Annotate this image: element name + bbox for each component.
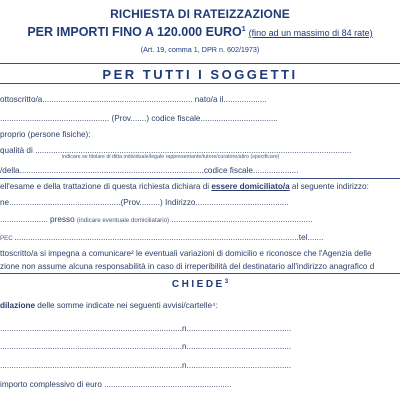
divider-section [0,83,400,84]
divider-domicile [0,178,400,179]
field-line-name-birth[interactable]: ottoscritto/a.................................................................. nato/a il................... [0,95,267,104]
capacity-hint: indicare se titolare di ditta individuale/legale rappresentante/tutore/curatore/altro (specificare) [62,154,280,160]
section-title-chiede [0,279,400,290]
pec-tel-dots: .............................................................................................................................tel....... [14,233,324,242]
section-title-all-subjects: PER TUTTI I SOGGETTI [102,67,298,82]
field-line-municipality-address[interactable]: ne.................................................(Prov.........) Indirizzo......................................... [0,198,289,207]
installment-keyword: dilazione [0,301,36,310]
pec-label: PEC [0,235,15,242]
domicile-declaration-text: ell'esame e della trattazione di questa richiesta dichiara di [0,182,212,191]
subtitle-main: PER IMPORTI FINO A 120.000 EURO [27,25,242,39]
form-title: RICHIESTA DI RATEIZZAZIONE [110,7,290,21]
capacity-dots: ........................................................................................................................................... [35,146,352,155]
subtitle-footnote-mark: 1 [241,26,246,33]
presso-dots: .............................................................. [169,215,313,224]
installment-text: delle somme indicate nei seguenti avvisi/cartelle⁴: [35,301,218,310]
chiede-footnote-mark: 3 [224,279,229,285]
field-line-notice-1[interactable]: ................................................................................n.............................................. [0,324,292,333]
field-line-presso[interactable] [0,215,312,224]
chiede-label: CHIEDE [171,279,225,290]
presso-label: ..................... presso [0,215,77,224]
field-line-notice-3[interactable]: ................................................................................n.............................................. [0,361,292,370]
field-line-entity-taxcode[interactable]: /della.................................................................................codice fiscale.................... [0,166,299,175]
domicile-declaration [0,182,369,191]
field-line-notice-2[interactable]: ................................................................................n.............................................. [0,342,292,351]
field-line-place-taxcode[interactable]: ................................................ (Prov.......) codice fiscale.................................. [0,114,278,123]
subtitle-note: (fino ad un massimo di 84 rate) [248,28,373,38]
domicile-declaration-end: al seguente indirizzo: [289,182,369,191]
installment-request [0,301,218,310]
presso-hint: (indicare eventuale domiciliatario) [76,217,170,224]
law-reference: (Art. 19, comma 1, DPR n. 602/1973) [140,45,260,54]
commitment-text-2: zione non assume alcuna responsabilità in caso di irreperibilità del destinatario all'indirizzo anagrafico d [0,262,375,271]
label-own-behalf: proprio (persone fisiche): [0,130,91,139]
domicile-emphasis: essere domiciliato/a [211,182,290,191]
form-subtitle [0,25,400,39]
commitment-text-1: ttoscritto/a si impegna a comunicare² le eventuali variazioni di domicilio e riconosce che l'Agenzia delle [0,249,372,258]
capacity-label: qualità di [0,146,36,155]
divider-chiede [0,273,400,274]
field-line-pec-tel[interactable] [0,233,323,242]
divider-top [0,63,400,64]
field-line-total-amount[interactable]: importo complessivo di euro ........................................................ [0,380,232,389]
